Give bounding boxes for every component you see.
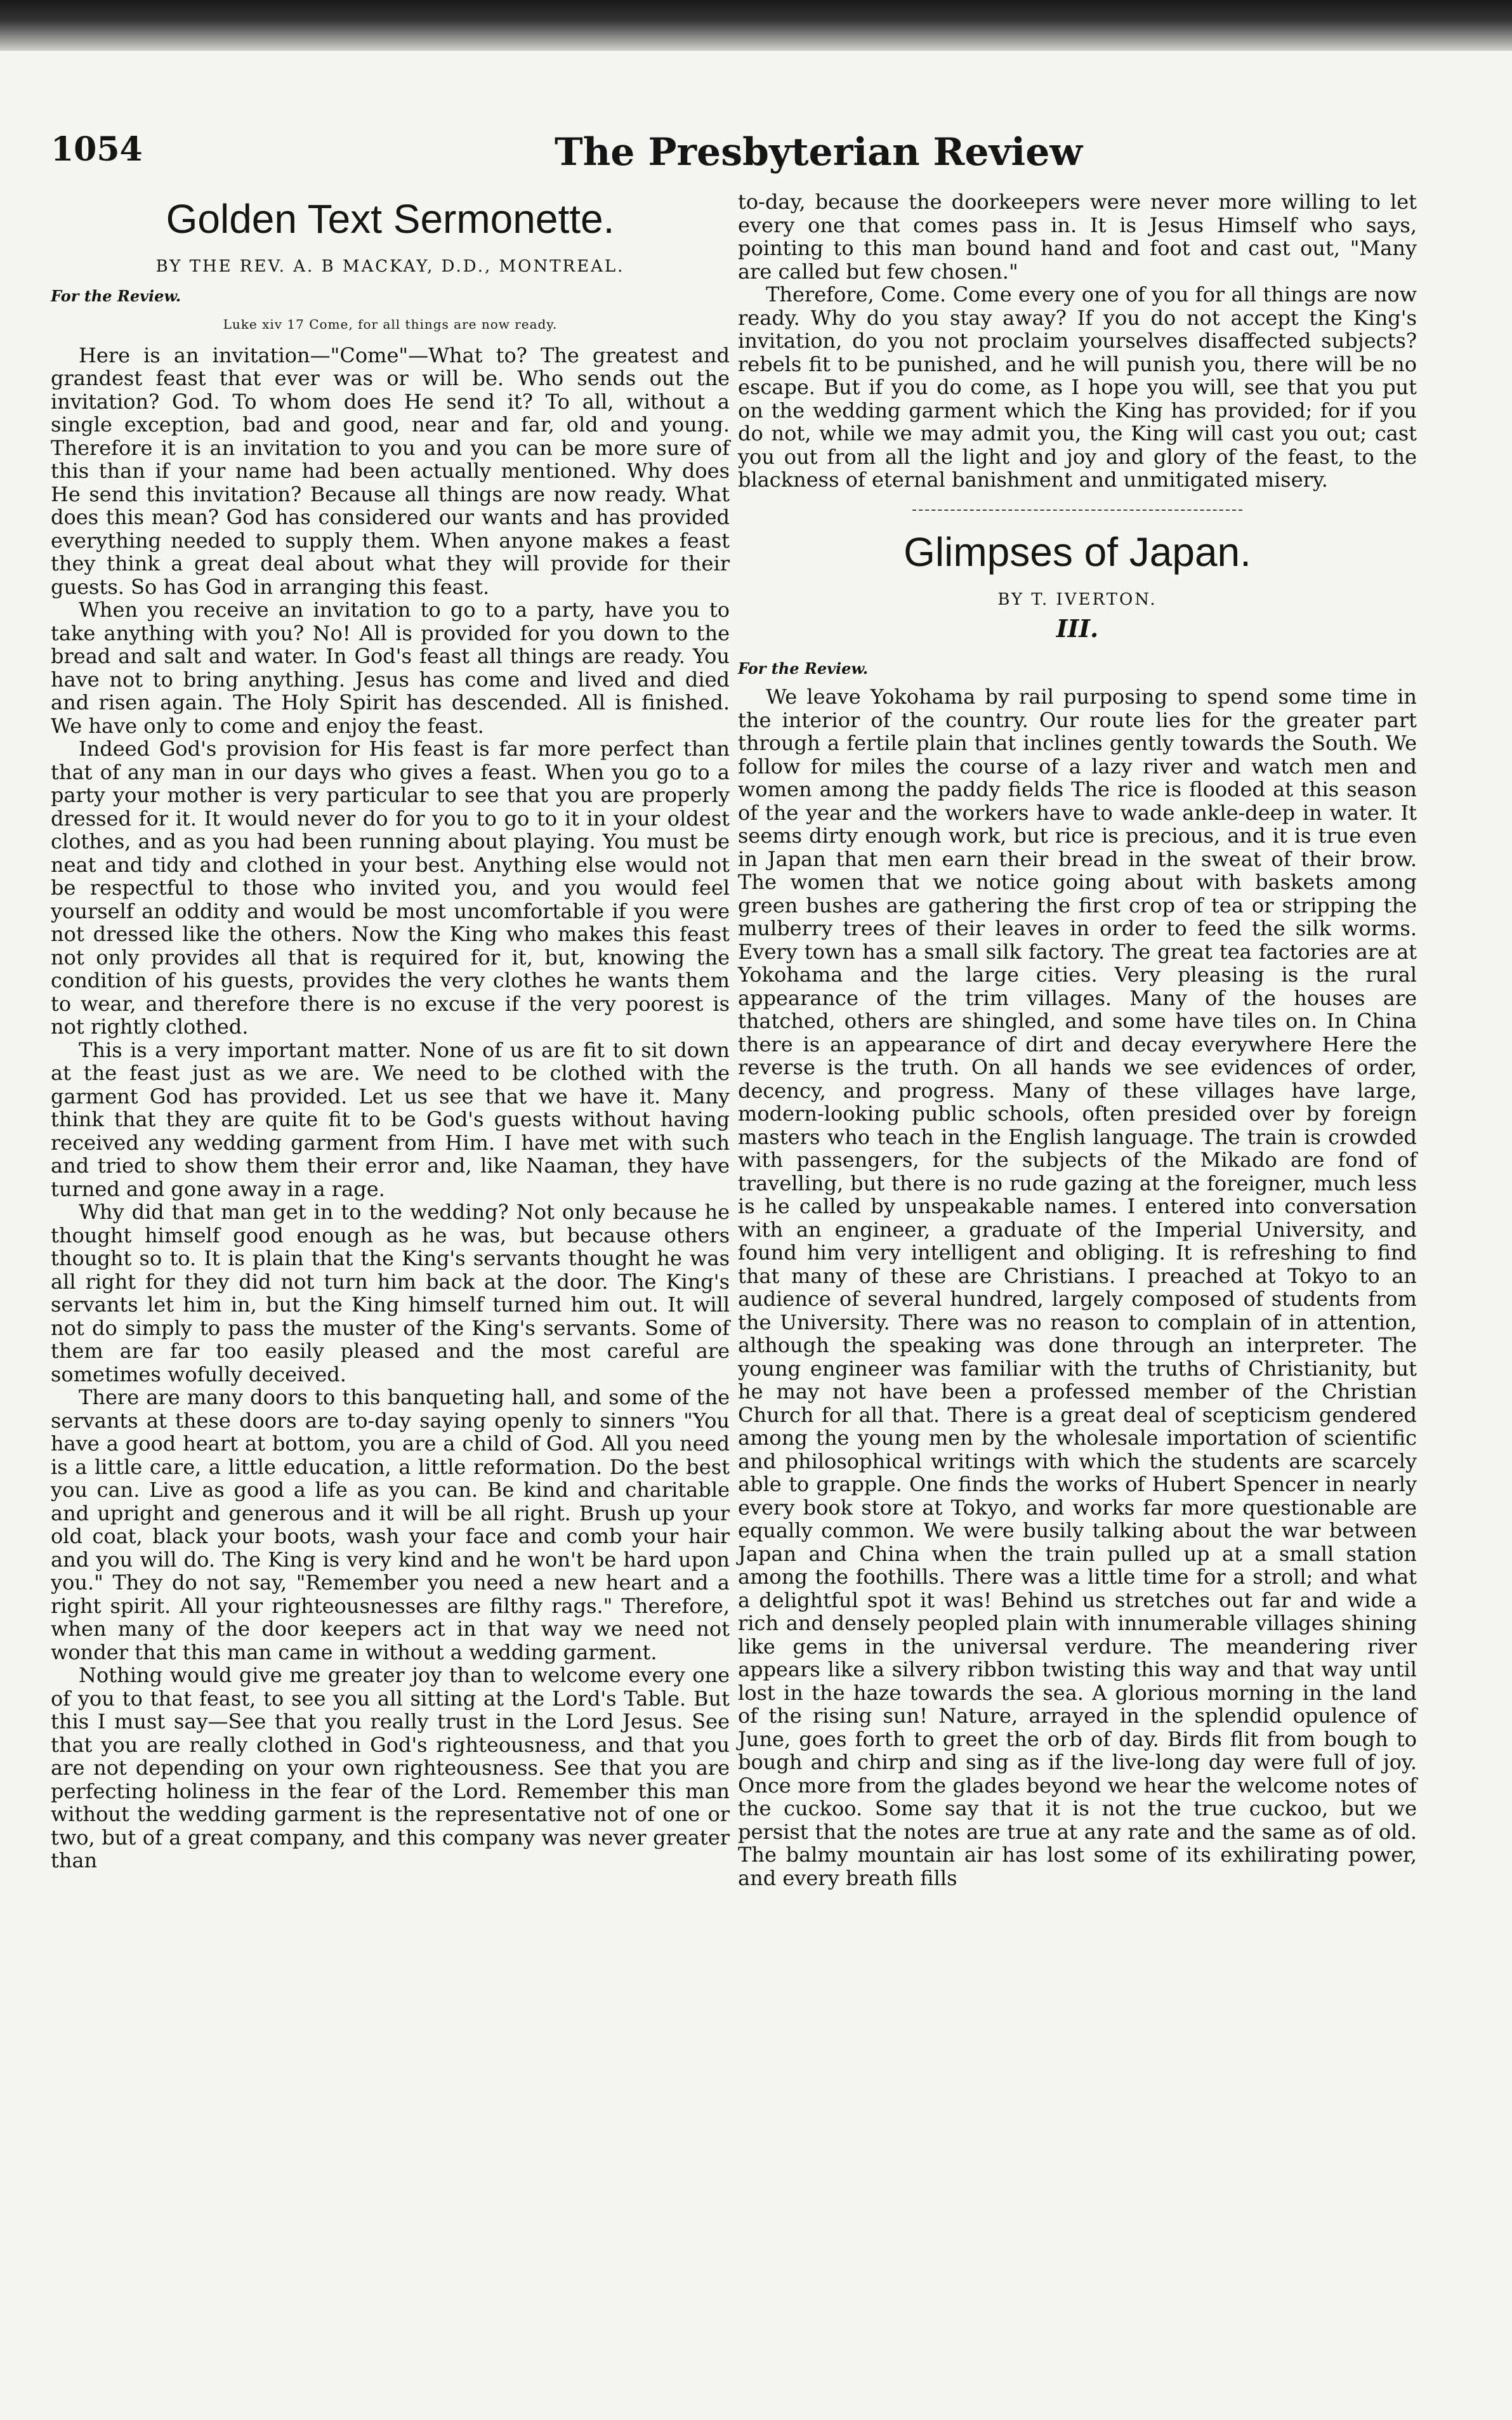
page-header — [51, 130, 1472, 174]
sermonette-paragraph: Nothing would give me greater joy than to welcome every one of you to that feast, to see you all sitting at the Lord's Table. But this I must say—See that you really trust in the Lord Jesus. See that you are really clothed in God's righteousness, and that you are not depending on your own righteousness. See that you are perfecting holiness in the fear of the Lord. Remember this man without the wedding garment is the representative not of one or two, but of a great company, and this company was never greater than — [51, 1663, 730, 1872]
sermonette-paragraph: There are many doors to this banqueting hall, and some of the servants at these doors are to-day saying openly to sinners "You have a good heart at bottom, you are a child of God. All you need is a little care, a little education, a little reformation. Do the best you can. Live as good a life as you can. Be kind and charitable and upright and generous and it will be all right. Brush up your old coat, black your boots, wash your face and comb your hair and you will do. The King is very kind and he won't be hard upon you." They do not say, "Remember you need a new heart and a right spirit. All your righteousnesses are filthy rags." Therefore, when many of the door keepers act in that way we need not wonder that this man came in without a wedding garment. — [51, 1385, 730, 1664]
sermonette-byline: BY THE REV. A. B MACKAY, D.D., MONTREAL. — [155, 257, 625, 276]
japan-title: Glimpses of Japan. — [904, 529, 1251, 575]
sermonette-paragraph: Why did that man get in to the wedding? Not only because he thought himself good enough as he was, but because others thought so to. It is plain that the King's servants thought he was all right for they did not turn him back at the door. The King's servants let him in, but the King himself turned him out. It will not do simply to pass the muster of the King's servants. Some of them are far too easily pleased and the most careful are sometimes wofully deceived. — [51, 1200, 730, 1386]
sermonette-continuation: Therefore, Come. Come every one of you for all things are now ready. Why do you stay away? If you do not accept the King's invitation, do you not proclaim yourselves disaffected subjects? rebels fit to be punished, and he will punish you, there will be no escape. But if you do come, as I hope you will, see that you put on the wedding garment which the King has provided; for if you do not, while we may admit you, the King will cast you out; cast you out from all the light and joy and glory of the feast, to the blackness of eternal banishment and unmitigated misery. — [738, 282, 1417, 492]
page-number: 1054 — [51, 130, 143, 169]
right-column — [738, 190, 1417, 1890]
scanned-top-edge — [0, 0, 1512, 51]
section-divider — [912, 510, 1242, 511]
japan-byline: BY T. IVERTON. — [997, 589, 1157, 609]
sermonette-paragraph: Indeed God's provision for His feast is far more perfect than that of any man in our days who gives a feast. When you go to a party your mother is very particular to see that you are properly dressed for it. It would never do for you to go to it in your oldest clothes, and as you had been running about playing. You must be neat and tidy and clothed in your best. Anything else would not be respectful to those who invited you, and you would feel yourself an oddity and would be most uncomfortable if you were not dressed like the others. Now the King who makes this feast not only provides all that is required for it, but, knowing the condition of his guests, provides the very clothes he wants them to wear, and therefore there is no excuse if the very poorest is not rightly clothed. — [51, 737, 730, 1039]
sermonette-continuation: to-day, because the doorkeepers were never more willing to let every one that comes pass in. It is Jesus Himself who says, pointing to this man bound hand and foot and cast out, "Many are called but few chosen." — [738, 190, 1417, 284]
sermonette-title: Golden Text Sermonette. — [166, 196, 615, 242]
sermonette-paragraph: This is a very important matter. None of us are fit to sit down at the feast just as we are. We need to be clothed with the garment God has provided. Let us see that we have it. Many think that they are quite fit to be God's guests without having received any wedding garment from Him. I have met with such and tried to show them their error and, like Naaman, they have turned and gone away in a rage. — [51, 1037, 730, 1201]
sermonette-scripture: Luke xiv 17 Come, for all things are now ready. — [223, 317, 558, 332]
sermonette-for-review: For the Review. — [51, 286, 181, 305]
japan-for-review: For the Review. — [738, 659, 869, 678]
sermonette-paragraph: When you receive an invitation to go to a party, have you to take anything with you? No! All is provided for you down to the bread and salt and water. In God's feast all things are ready. You have not to bring anything. Jesus has come and lived and died and risen again. The Holy Spirit has descended. All is finished. We have only to come and enjoy the feast. — [51, 598, 730, 738]
japan-series-number: III. — [1056, 614, 1099, 643]
japan-paragraph: We leave Yokohama by rail purposing to spend some time in the interior of the country. Our route lies for the greater part through a fertile plain that inclines gently towards the South. We follow for miles the course of a lazy river and watch men and women among the paddy fields The rice is flooded at this season of the year and the workers have to wade ankle-deep in water. It seems dirty enough work, but rice is precious, and it is true even in Japan that men earn their bread in the sweat of their brow. The women that we notice going about with baskets among green bushes are gathering the first crop of tea or stripping the mulberry trees of their leaves in order to feed the silk worms. Every town has a small silk factory. The great tea factories are at Yokohama and the large cities. Very pleasing is the rural appearance of the trim villages. Many of the houses are thatched, others are shingled, and some have tiles on. In China there is an appearance of dirt and decay everywhere Here the reverse is the truth. On all hands we see evidences of order, decency, and progress. Many of these villages have large, modern-looking public schools, often presided over by foreign masters who teach in the English language. The train is crowded with passengers, for the subjects of the Mikado are fond of travelling, but there is no rude gazing at the foreigner, much less is he called by unspeakable names. I entered into conversation with an engineer, a graduate of the Imperial University, and found him very intelligent and obliging. It is refreshing to find that many of these are Christians. I preached at Tokyo to an audience of several hundred, largely composed of students from the University. There was no reason to complain of in attention, although the speaking was done through an interpreter. The young engineer was familiar with the truths of Christianity, but he may not have been a professed member of the Christian Church for all that. There is a great deal of scepticism gendered among the young men by the wholesale importation of scientific and philosophical writings with which the students are scarcely able to grapple. One finds the works of Hubert Spencer in nearly every book store at Tokyo, and works far more questionable are equally common. We were busily talking about the war between Japan and China when the train pulled up at a small station among the foothills. There was a little time for a stroll; and what a delightful spot it was! Behind us stretches out far and wide a rich and densely peopled plain with innumerable villages shining like gems in the universal verdure. The meandering river appears like a silvery ribbon twisting this way and that way until lost in the haze towards the sea. A glorious morning in the land of the rising sun! Nature, arrayed in the splendid opulence of June, goes forth to greet the orb of day. Birds flit from bough to bough and chirp and sing as if the live-long day were full of joy. Once more from the glades beyond we hear the welcome notes of the cuckoo. Some say that it is not the true cuckoo, but we persist that the notes are true at any rate and the same as of old. The balmy mountain air has lost some of its exhilirating power, and every breath fills — [738, 685, 1417, 1890]
journal-title: The Presbyterian Review — [554, 130, 1083, 174]
left-column — [51, 190, 730, 1872]
sermonette-paragraph: Here is an invitation—"Come"—What to? The greatest and grandest feast that ever was or will be. Who sends out the invitation? God. To whom does He send it? To all, without a single exception, bad and good, near and far, old and young. Therefore it is an invitation to you and you can be more sure of this than if your name had been actually mentioned. Why does He send this invitation? Because all things are now ready. What does this mean? God has considered our wants and has provided everything needed to supply them. When anyone makes a feast they think a great deal about what they will provide for their guests. So has God in arranging this feast. — [51, 343, 730, 599]
